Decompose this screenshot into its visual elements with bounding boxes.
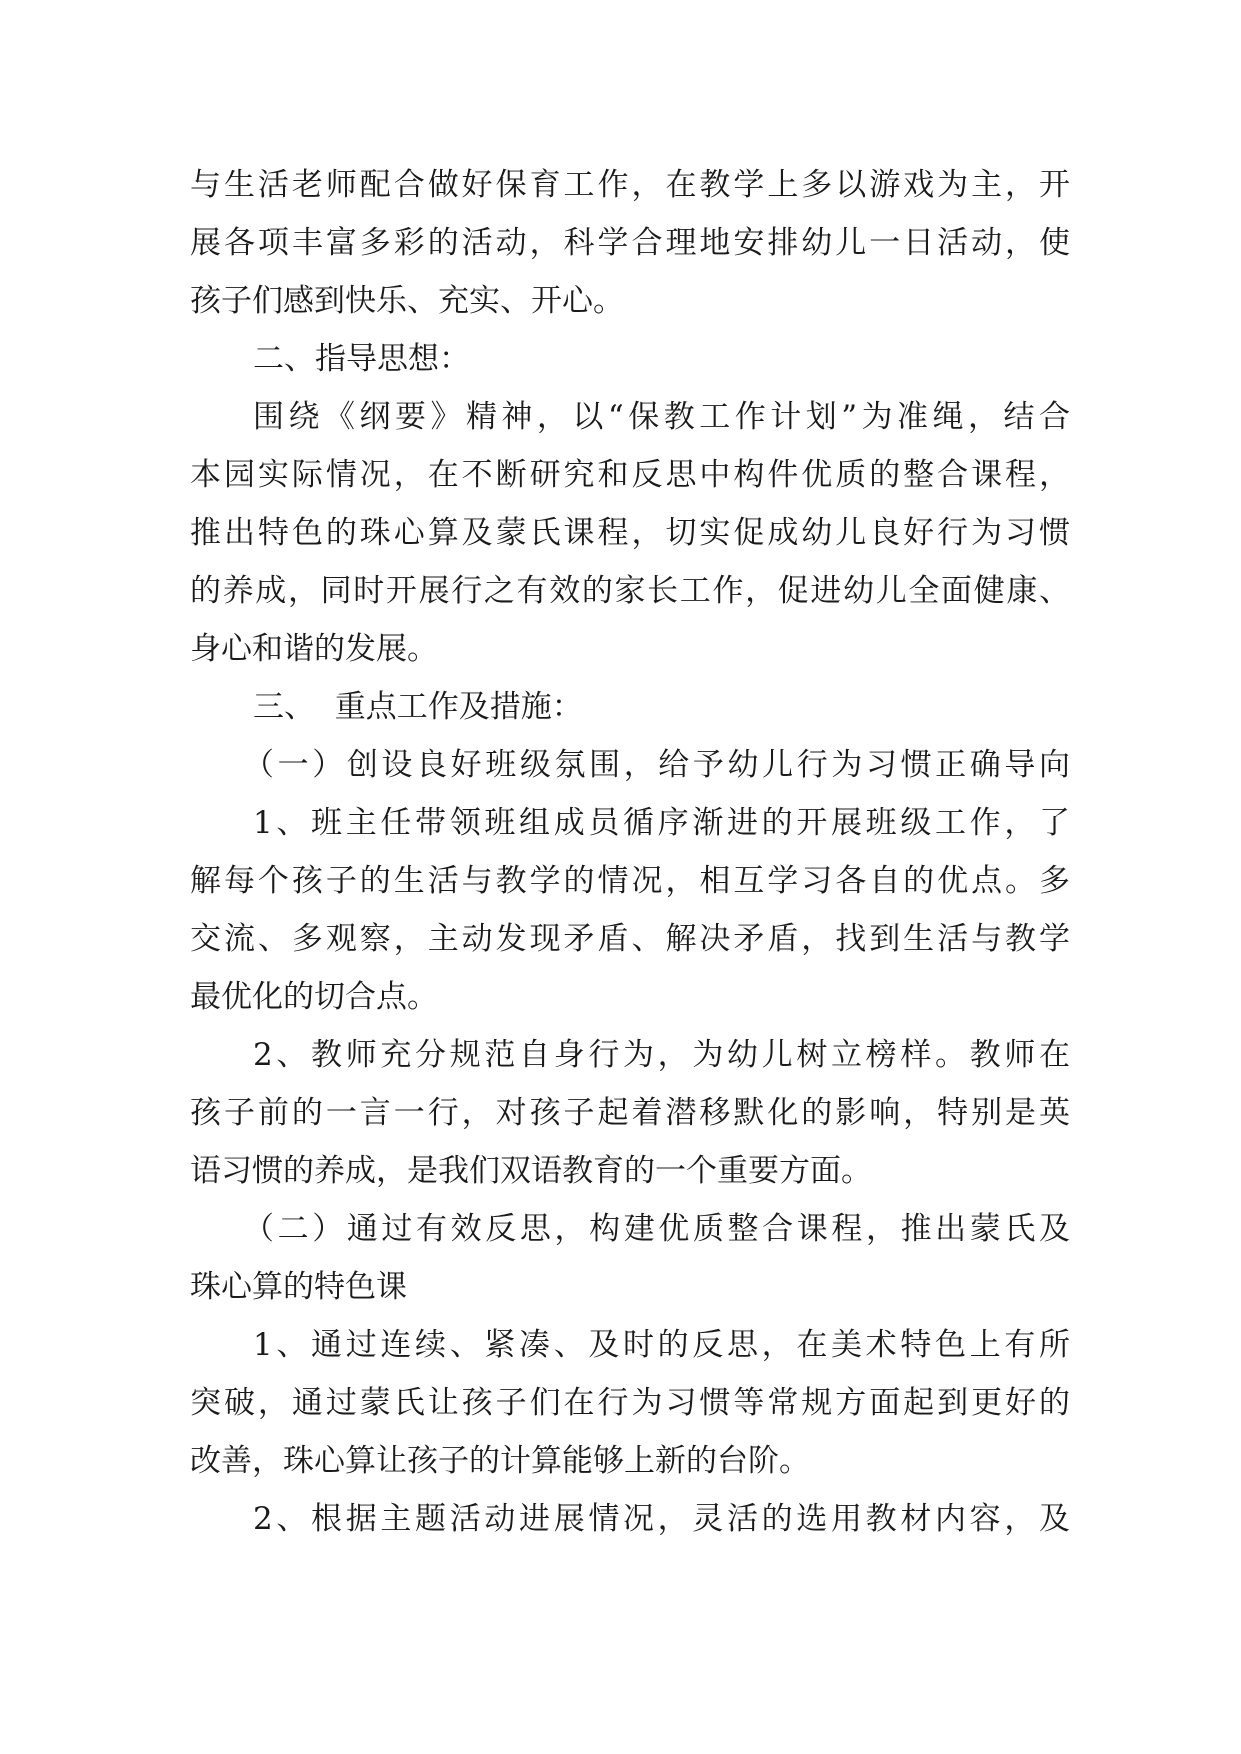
text-line: 语习惯的养成，是我们双语教育的一个重要方面。	[190, 1153, 872, 1189]
text-line: 2、根据主题活动进展情况，灵活的选用教材内容，及	[253, 1501, 1070, 1537]
text-line: 2、教师充分规范自身行为，为幼儿树立榜样。教师在	[253, 1037, 1070, 1073]
text-line: 推出特色的珠心算及蒙氏课程，切实促成幼儿良好行为习惯	[190, 515, 1070, 551]
text-line: 突破，通过蒙氏让孩子们在行为习惯等常规方面起到更好的	[190, 1385, 1070, 1421]
text-line: 孩子们感到快乐、充实、开心。	[190, 283, 624, 319]
text-line: 与生活老师配合做好保育工作，在教学上多以游戏为主，开	[190, 167, 1070, 203]
text-line: 改善，珠心算让孩子的计算能够上新的台阶。	[190, 1443, 810, 1479]
subsection-heading: （二）通过有效反思，构建优质整合课程，推出蒙氏及	[243, 1211, 1070, 1247]
text-line: 展各项丰富多彩的活动，科学合理地安排幼儿一日活动，使	[190, 225, 1070, 261]
text-line: 解每个孩子的生活与教学的情况，相互学习各自的优点。多	[190, 863, 1070, 899]
text-line: 本园实际情况，在不断研究和反思中构件优质的整合课程，	[190, 457, 1070, 493]
text-line: 最优化的切合点。	[190, 979, 438, 1015]
subsection-heading-cont: 珠心算的特色课	[190, 1269, 407, 1305]
section-heading: 三、 重点工作及措施：	[253, 689, 583, 725]
text-line: 身心和谐的发展。	[190, 631, 438, 667]
text-line: 交流、多观察，主动发现矛盾、解决矛盾，找到生活与教学	[190, 921, 1070, 957]
text-line: 的养成，同时开展行之有效的家长工作，促进幼儿全面健康、	[190, 573, 1070, 609]
section-heading: 二、指导思想：	[253, 341, 470, 377]
text-line: 围绕《纲要》精神，以“保教工作计划”为准绳，结合	[253, 399, 1070, 435]
subsection-heading: （一）创设良好班级氛围，给予幼儿行为习惯正确导向	[243, 747, 1070, 783]
text-line: 1、班主任带领班组成员循序渐进的开展班级工作，了	[253, 805, 1070, 841]
text-line: 1、通过连续、紧凑、及时的反思，在美术特色上有所	[253, 1327, 1070, 1363]
text-line: 孩子前的一言一行，对孩子起着潜移默化的影响，特别是英	[190, 1095, 1070, 1131]
